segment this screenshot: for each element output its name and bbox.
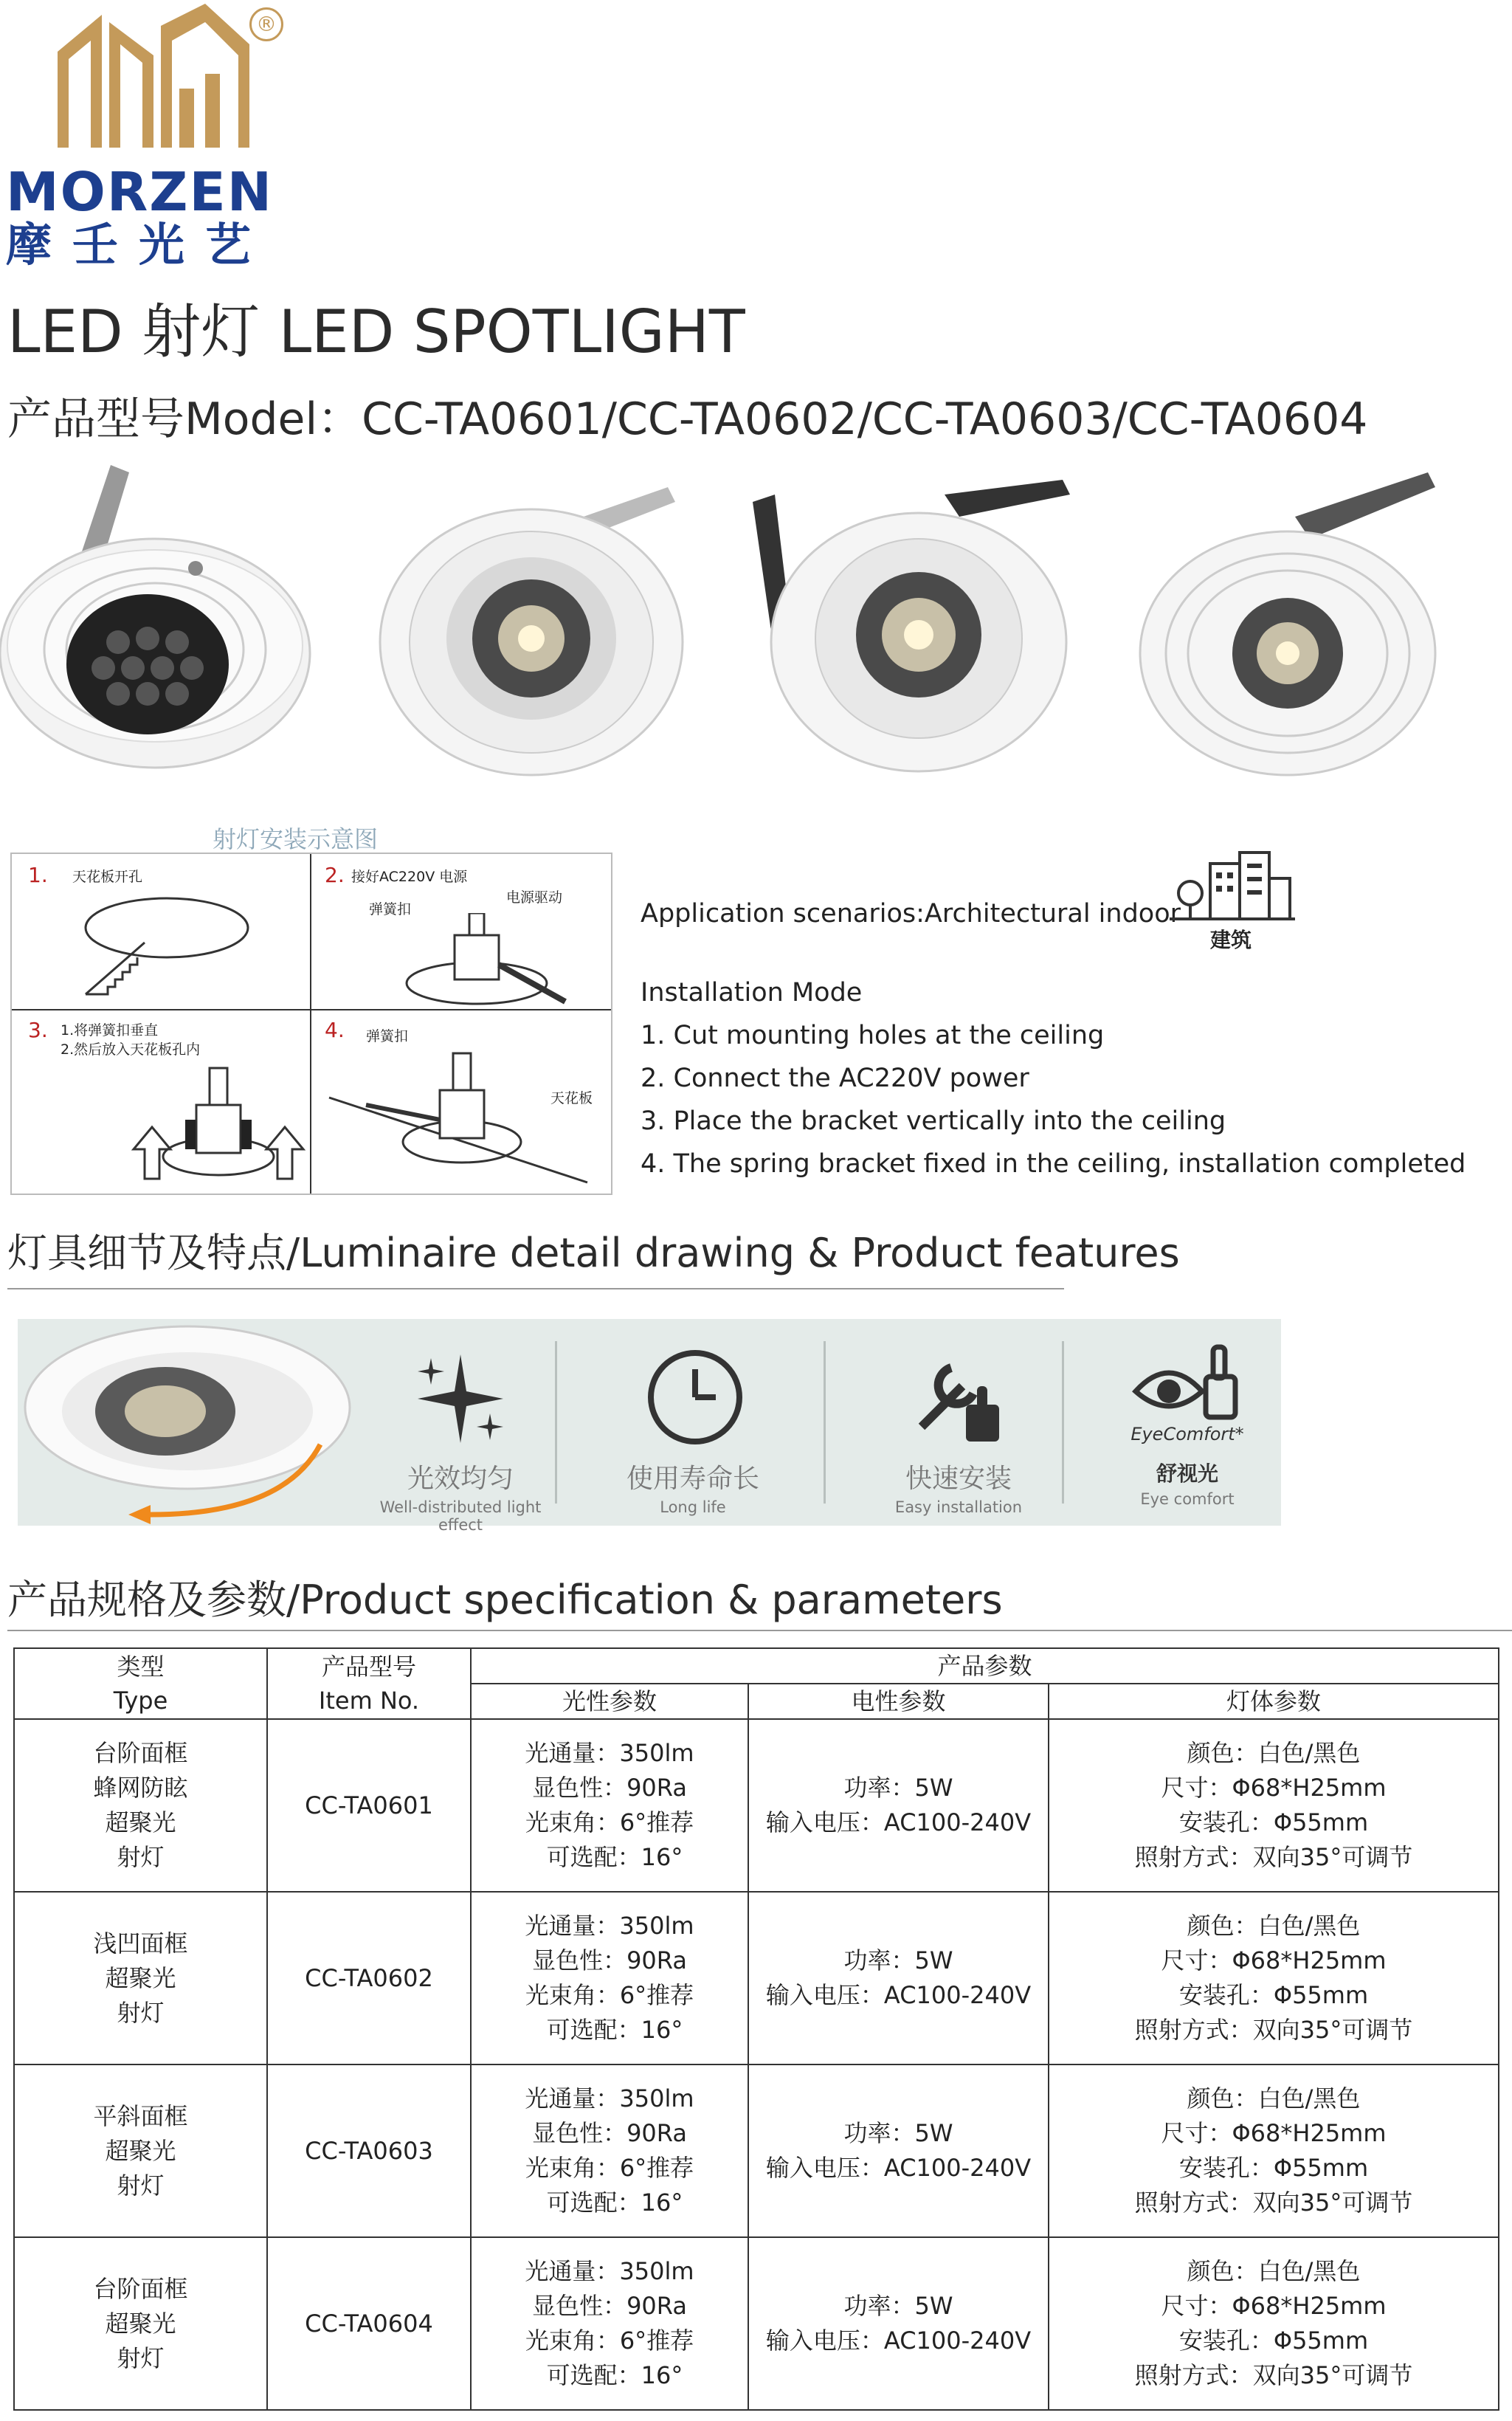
type-line: 浅凹面框 [93, 1929, 188, 1957]
installation-step-1: 1. Cut mounting holes at the ceiling [641, 1021, 1105, 1050]
step-4-number: 4. [325, 1018, 345, 1042]
type-line: 超聚光 [105, 1808, 176, 1836]
type-line: 蜂网防眩 [93, 1774, 188, 1802]
body-line: 尺寸：Φ68*H25mm [1161, 2292, 1387, 2320]
installation-mode-title: Installation Mode [641, 978, 863, 1008]
header-optical: 光性参数 [471, 1684, 748, 1719]
optical-line: 光通量：350lm [525, 2084, 694, 2112]
electrical-line: 输入电压：AC100-240V [765, 1981, 1032, 2009]
table-row [14, 1892, 1499, 2064]
type-line: 平斜面框 [93, 2101, 188, 2130]
optical-line: 显色性：90Ra [532, 2119, 687, 2147]
product-photo-ta0601 [0, 458, 317, 782]
cell-optical [471, 1719, 748, 1892]
cell-electrical [748, 1892, 1049, 2064]
electrical-line: 功率：5W [843, 2292, 953, 2320]
features-banner [18, 1319, 1281, 1534]
step-1-drawing [56, 884, 277, 1005]
header-type [14, 1648, 267, 1719]
install-diagram-title: 射灯安装示意图 [213, 825, 379, 853]
header-item [267, 1648, 471, 1719]
optical-line: 显色性：90Ra [532, 1774, 687, 1802]
type-line: 台阶面框 [93, 2274, 188, 2303]
body-line: 安装孔：Φ55mm [1178, 1981, 1369, 2009]
feature-eye-comfort [1106, 1424, 1268, 1508]
body-line: 照射方式：双向35°可调节 [1134, 2016, 1413, 2044]
sparkle-icon [409, 1347, 512, 1450]
optical-line: 光通量：350lm [525, 1912, 694, 1940]
header-type-cn: 类型 [117, 1653, 165, 1681]
cell-item: CC-TA0604 [267, 2237, 471, 2410]
optical-line: 可选配：16° [546, 2361, 683, 2389]
rotating-spotlight-photo [18, 1319, 357, 1526]
step-3-note-2: 2.然后放入天花板孔内 [61, 1041, 201, 1058]
page-title: LED 射灯 LED SPOTLIGHT [7, 297, 745, 366]
feature-label-cn: 舒视光 [1156, 1461, 1218, 1486]
registered-mark: ® [249, 7, 283, 41]
type-line: 超聚光 [105, 2136, 176, 2165]
electrical-line: 功率：5W [843, 2119, 953, 2147]
optical-line: 光通量：350lm [525, 2257, 694, 2285]
body-line: 照射方式：双向35°可调节 [1134, 2361, 1413, 2389]
product-photo-ta0604 [1133, 458, 1450, 782]
body-line: 颜色：白色/黑色 [1187, 2257, 1361, 2285]
step-2-drawing [396, 913, 587, 1009]
step-2-note: 接好AC220V 电源 [351, 869, 468, 885]
cell-optical [471, 1892, 748, 2064]
table-row [14, 2237, 1499, 2410]
step-3-drawing [122, 1061, 314, 1186]
model-line: 产品型号Model：CC-TA0601/CC-TA0602/CC-TA0603/CC-TA0604 [7, 393, 1368, 445]
feature-divider [824, 1341, 826, 1504]
optical-line: 光束角：6°推荐 [525, 1981, 694, 2009]
step-2-number: 2. [325, 863, 345, 887]
feature-label-en: Eye comfort [1140, 1490, 1235, 1508]
brand-name: MORZEN [6, 161, 273, 223]
cell-type [14, 1719, 267, 1892]
optical-line: 可选配：16° [546, 2188, 683, 2217]
step-1-note: 天花板开孔 [72, 869, 143, 885]
feature-label-en: Long life [660, 1498, 726, 1516]
spec-heading: 产品规格及参数/Product specification & parameters [7, 1577, 1003, 1623]
cell-item: CC-TA0603 [267, 2064, 471, 2237]
feature-label-en: Well-distributed light effect [379, 1498, 542, 1534]
header-type-en: Type [113, 1687, 168, 1715]
optical-line: 显色性：90Ra [532, 1946, 687, 1974]
type-line: 射灯 [117, 1998, 165, 2027]
table-row [14, 2064, 1499, 2237]
optical-line: 光束角：6°推荐 [525, 2154, 694, 2182]
type-line: 射灯 [117, 2343, 165, 2372]
cell-electrical [748, 1719, 1049, 1892]
cell-body [1049, 1719, 1499, 1892]
clock-icon [643, 1346, 747, 1449]
body-line: 尺寸：Φ68*H25mm [1161, 1946, 1387, 1974]
header-item-en: Item No. [318, 1687, 420, 1715]
electrical-line: 输入电压：AC100-240V [765, 1808, 1032, 1836]
eye-comfort-icon [1132, 1340, 1243, 1421]
cell-item: CC-TA0601 [267, 1719, 471, 1892]
header-body: 灯体参数 [1049, 1684, 1499, 1719]
spec-table [13, 1647, 1499, 2411]
body-line: 照射方式：双向35°可调节 [1134, 1843, 1413, 1871]
spec-rule [7, 1630, 1512, 1631]
cell-type [14, 2237, 267, 2410]
product-photo-ta0602 [373, 458, 690, 782]
features-rule [7, 1288, 1064, 1289]
body-line: 安装孔：Φ55mm [1178, 2154, 1369, 2182]
feature-divider [1062, 1341, 1064, 1504]
type-line: 射灯 [117, 2171, 165, 2200]
cell-type [14, 1892, 267, 2064]
feature-long-life [608, 1458, 778, 1516]
install-diagram [10, 853, 612, 1195]
feature-label-cn: 使用寿命长 [626, 1464, 759, 1494]
application-scenario: Application scenarios:Architectural indoor [641, 899, 1181, 929]
header-item-cn: 产品型号 [321, 1653, 416, 1681]
step-3-note: 1.将弹簧扣垂直 [61, 1022, 159, 1039]
optical-line: 可选配：16° [546, 1843, 683, 1871]
product-photo-ta0603 [745, 458, 1092, 782]
step-3-number: 3. [28, 1018, 48, 1042]
installation-step-2: 2. Connect the AC220V power [641, 1064, 1029, 1093]
table-row [14, 1719, 1499, 1892]
step-4-label-spring: 弹簧扣 [366, 1028, 409, 1044]
building-label: 建筑 [1210, 928, 1252, 952]
optical-line: 可选配：16° [546, 2016, 683, 2044]
feature-label-en: Easy installation [894, 1498, 1023, 1516]
type-line: 超聚光 [105, 1963, 176, 1992]
feature-easy-install [866, 1458, 1051, 1516]
step-2-label-spring: 弹簧扣 [369, 901, 412, 917]
wrench-thumb-icon [907, 1346, 1010, 1449]
body-line: 尺寸：Φ68*H25mm [1161, 2119, 1387, 2147]
cell-item: CC-TA0602 [267, 1892, 471, 2064]
table-header-row [14, 1648, 1499, 1684]
electrical-line: 输入电压：AC100-240V [765, 2327, 1032, 2355]
installation-step-4: 4. The spring bracket fixed in the ceiling, installation completed [641, 1149, 1466, 1179]
feature-label-cn: 快速安装 [905, 1464, 1012, 1494]
cell-type [14, 2064, 267, 2237]
body-line: 颜色：白色/黑色 [1187, 1739, 1361, 1767]
optical-line: 光束角：6°推荐 [525, 1808, 694, 1836]
cell-body [1049, 2064, 1499, 2237]
header-params: 产品参数 [471, 1648, 1499, 1684]
cell-optical [471, 2237, 748, 2410]
step-4-drawing [322, 1046, 602, 1186]
body-line: 尺寸：Φ68*H25mm [1161, 1774, 1387, 1802]
feature-label-cn: 光效均匀 [407, 1464, 514, 1494]
body-line: 照射方式：双向35°可调节 [1134, 2188, 1413, 2217]
header-electrical: 电性参数 [748, 1684, 1049, 1719]
features-heading: 灯具细节及特点/Luminaire detail drawing & Product features [7, 1230, 1180, 1276]
optical-line: 光束角：6°推荐 [525, 2327, 694, 2355]
step-4-label-ceiling: 天花板 [550, 1090, 593, 1106]
body-line: 安装孔：Φ55mm [1178, 2327, 1369, 2355]
building-icon [1170, 849, 1295, 923]
body-line: 颜色：白色/黑色 [1187, 2084, 1361, 2112]
optical-line: 光通量：350lm [525, 1739, 694, 1767]
cell-electrical [748, 2237, 1049, 2410]
type-line: 台阶面框 [93, 1739, 188, 1767]
installation-step-3: 3. Place the bracket vertically into the ceiling [641, 1106, 1226, 1136]
electrical-line: 功率：5W [843, 1774, 953, 1802]
body-line: 颜色：白色/黑色 [1187, 1912, 1361, 1940]
cell-electrical [748, 2064, 1049, 2237]
type-line: 射灯 [117, 1843, 165, 1871]
electrical-line: 输入电压：AC100-240V [765, 2154, 1032, 2182]
electrical-line: 功率：5W [843, 1946, 953, 1974]
cell-body [1049, 2237, 1499, 2410]
optical-line: 显色性：90Ra [532, 2292, 687, 2320]
body-line: 安装孔：Φ55mm [1178, 1808, 1369, 1836]
step-2-label-driver: 电源驱动 [506, 889, 563, 906]
cell-optical [471, 2064, 748, 2237]
step-1-number: 1. [28, 863, 48, 887]
brand-name-cn: 摩壬光艺 [6, 218, 272, 272]
eye-comfort-badge: EyeComfort* [1130, 1424, 1244, 1444]
cell-body [1049, 1892, 1499, 2064]
feature-uniform-light [365, 1458, 556, 1534]
type-line: 超聚光 [105, 2309, 176, 2338]
